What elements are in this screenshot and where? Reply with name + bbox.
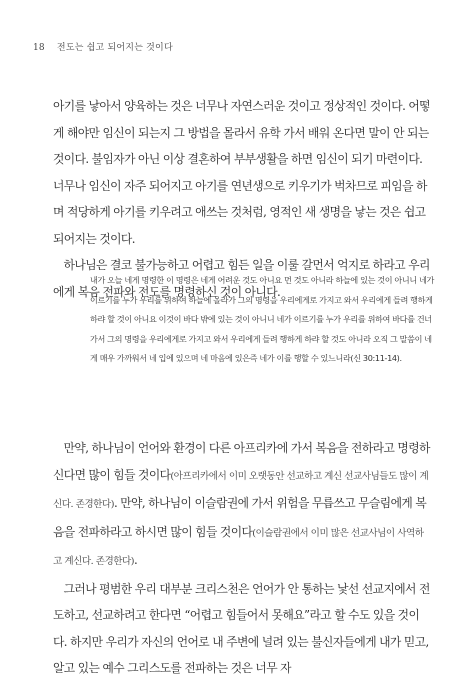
page-header bbox=[33, 40, 173, 53]
body-section-2 bbox=[53, 435, 431, 682]
paragraph-text: . bbox=[134, 553, 138, 567]
paragraph-text: . 만약, 하나님이 이슬람권에 가서 위험을 무릅쓰고 무슬림에게 복음을 전파하라고 하시면 많이 힘들 것이다 bbox=[53, 496, 427, 539]
body-paragraph: 아기를 낳아서 양육하는 것은 너무나 자연스러운 것이고 정상적인 것이다. 어떻게 해야만 임신이 되는지 그 방법을 몰라서 유학 가서 배워 온다면 말이 안 되는 것이다. 불임자가 아닌 이상 결혼하여 부부생활을 하면 임신이 되기 마련이다. 너무나 임신이 자주 되어지고 아기를 연년생으로 키우기가 벅차므로 피임을 하며 적당하게 아기를 키우려고 애쓰는 것처럼, 영적인 새 생명을 낳는 것은 쉽고 되어지는 것이다. bbox=[53, 99, 430, 246]
parenthetical-note: (이슬람권에서 이미 많은 선교사님이 사역하고 계신다. 존경한다) bbox=[53, 527, 424, 567]
parenthetical-note: (아프리카에서 이미 오랫동안 선교하고 계신 선교사님들도 많이 계신다. 존경한다) bbox=[53, 470, 429, 510]
paragraph-text: 만약, 하나님이 언어와 환경이 다른 아프리카에 가서 복음을 전하라고 명령하신다면 많이 힘들 것이다 bbox=[53, 441, 430, 482]
body-paragraph: 그러나 평범한 우리 대부분 크리스천은 언어가 안 통하는 낯선 선교지에서 전도하고, 선교하려고 한다면 “어렵고 힘들어서 못해요”라고 할 수도 있을 것이다. 하지만 우리가 자신의 언어로 내 주변에 널려 있는 불신자들에게 내가 믿고, 알고 있는 예수 그리스도를 전파하는 것은 너무 자 bbox=[53, 581, 430, 675]
page-number: 18 bbox=[33, 43, 45, 53]
scripture-quote: 내가 오늘 네게 명령한 이 명령은 네게 어려운 것도 아니요 먼 것도 아니라 하늘에 있는 것이 아니니 네가 이르기를 누가 우리를 위하여 하늘에 올라가 그의 명령을 우리에게로 가지고 와서 우리에게 들려 행하게 하랴 할 것이 아니요 이것이 바다 밖에 있는 것이 아니니 네가 이르기를 누가 우리를 위하여 바다를 건너가서 그의 명령을 우리에게로 가지고 와서 우리에게 들려 행하게 하랴 할 것도 아니라 오직 그 말씀이 네게 매우 가까워서 네 입에 있으며 네 마음에 있은즉 네가 이를 행할 수 있느니라(신 30:11-14). bbox=[90, 275, 435, 363]
body-paragraph: 하나님은 결코 불가능하고 어렵고 힘든 일을 이룰 갈먼서 억지로 하라고 우리에게 복음 전파와 전도를 명령하신 것이 아니다. bbox=[53, 258, 430, 299]
running-title: 전도는 쉽고 되어지는 것이다 bbox=[56, 43, 173, 53]
body-paragraph bbox=[53, 435, 431, 576]
